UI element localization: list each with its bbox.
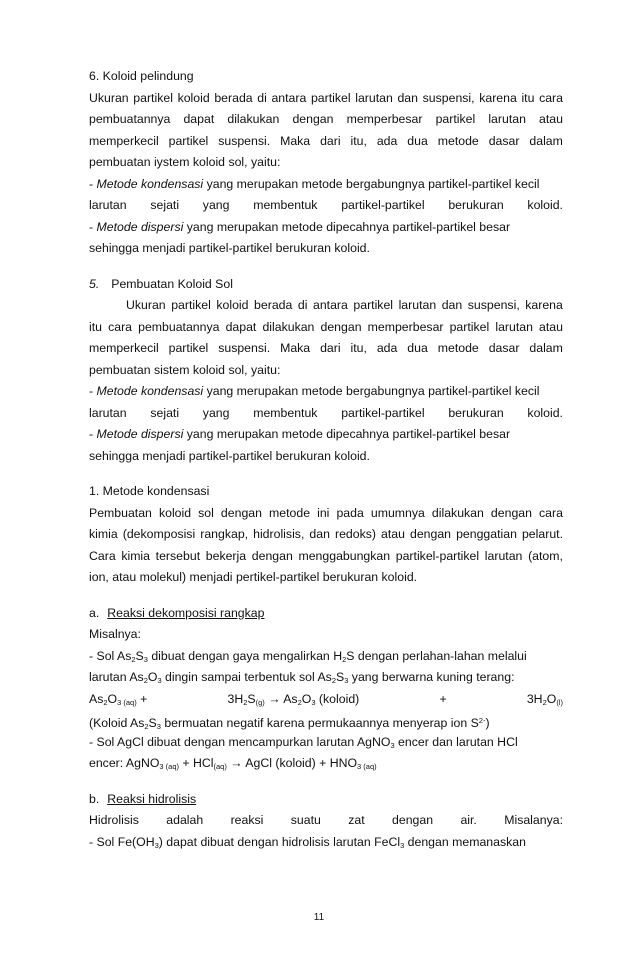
word: berukuran — [448, 405, 504, 420]
word: metode — [437, 341, 479, 355]
word: partikel — [310, 90, 351, 105]
word: antara — [312, 298, 348, 312]
word: Maka — [280, 341, 311, 355]
word: partikel — [133, 90, 173, 105]
paragraph-line — [89, 503, 563, 525]
paragraph-line: pembuatan sistem koloid sol, yaitu: — [89, 362, 281, 377]
word: air. — [460, 813, 477, 827]
word: berada — [254, 298, 293, 312]
word: larutan — [355, 90, 393, 105]
word: dapat — [183, 112, 215, 126]
word: koloid. — [527, 198, 563, 212]
word: zat — [348, 813, 365, 827]
word: Ukuran — [126, 298, 166, 312]
word: dengan — [320, 319, 362, 334]
section-heading: 5. Pembuatan Koloid Sol — [89, 276, 233, 291]
bullet-kondensasi: - Metode kondensasi yang merupakan metode bergabungnya partikel-partikel kecil — [89, 384, 540, 398]
word: ada — [376, 341, 398, 355]
word: koloid — [158, 505, 192, 520]
paragraph-line: - Sol $As_2S_3$ dibuat dengan gaya mengalirkan $H_2S$ dengan perlahan-lahan melalui — [89, 648, 527, 664]
word: kimia — [121, 548, 151, 563]
word: partikel — [449, 319, 490, 334]
word: memperkecil — [89, 133, 159, 148]
word: Cara — [89, 548, 116, 563]
word: dengan — [292, 112, 334, 126]
subsection-heading: a. Reaksi dekomposisi rangkap — [89, 605, 265, 620]
word: pembuatannya — [89, 112, 171, 126]
word: Ukuran — [89, 90, 129, 105]
subsection-heading: b. Reaksi hidrolisis — [89, 791, 197, 806]
word: larutan — [495, 319, 533, 334]
word: partikel-partikel — [395, 548, 480, 563]
word: yang — [202, 198, 230, 212]
paragraph-line — [89, 810, 563, 832]
word: dilakukan — [431, 505, 484, 520]
word: memperbesar — [346, 112, 423, 126]
word: dengan — [220, 505, 262, 520]
word: dua — [407, 341, 428, 355]
bullet-continuation: sehingga menjadi partikel-partikel berukuran koloid. — [89, 448, 370, 463]
word: suspensi. — [218, 341, 271, 355]
word: partikel — [171, 298, 211, 312]
word: antara — [271, 90, 307, 105]
word: pembuatannya — [138, 319, 220, 334]
word: partikel-partikel — [341, 405, 425, 420]
word: koloid — [177, 90, 210, 105]
word: (atom, — [528, 548, 563, 563]
word: penggatian — [456, 527, 517, 541]
paragraph-line: (Koloid $As_2S_3$ bermuatan negatif karena permukaannya menyerap ion $S^{2-}$) — [89, 716, 490, 731]
bullet-dispersi: - Metode dispersi yang merupakan metode dipecahnya partikel-partikel besar — [89, 219, 511, 234]
word: larutan — [488, 112, 526, 126]
paragraph-line — [89, 131, 563, 153]
word: dilakukan — [227, 112, 280, 126]
paragraph-line: larutan $As_2O_3$ dingin sampai terbentuk sol $As_2S_3$ yang berwarna kuning terang: — [89, 670, 515, 685]
word: dalam — [529, 341, 563, 355]
word: dari — [320, 341, 341, 355]
bullet-continuation: sehingga menjadi partikel-partikel berukuran koloid. — [89, 241, 370, 255]
word: menggabungkan — [298, 548, 391, 563]
word: larutan — [484, 548, 523, 563]
word: partikel — [435, 112, 476, 126]
word: hidrolisis, — [253, 527, 305, 541]
word: Misalanya: — [504, 813, 563, 827]
word: membentuk — [253, 405, 318, 420]
word: memperbesar — [367, 319, 444, 334]
word: partikel — [168, 341, 209, 355]
word: atau — [539, 112, 563, 126]
word: karena — [525, 298, 563, 312]
word: ini — [317, 505, 330, 520]
word: dengan — [251, 548, 293, 563]
word: partikel — [168, 133, 209, 148]
paragraph-line: Misalnya: — [89, 627, 141, 641]
word: dapat — [225, 319, 257, 334]
word: memperkecil — [89, 341, 159, 355]
word: dan — [441, 298, 463, 312]
word: bekerja — [205, 548, 247, 563]
word: dasar — [488, 341, 520, 355]
word: sejati — [150, 405, 180, 420]
word: kimia — [89, 527, 118, 541]
section-heading: 6. Koloid pelindung — [89, 69, 194, 83]
paragraph-line — [89, 338, 563, 360]
word: dengan — [490, 505, 532, 520]
chemical-equation: encer: AgNO$_3$ $_{(aq)}$ + HCl$_{(aq)}$ → AgCl (koloid) + $HNO_3$ $_{(aq)}$ — [89, 756, 377, 771]
word: karena — [479, 90, 517, 105]
word: partikel-partikel — [341, 198, 425, 212]
word: cara — [539, 505, 563, 520]
word: redoks) — [334, 527, 376, 541]
word: di — [257, 90, 267, 105]
word: ada — [376, 133, 398, 148]
word: dan — [309, 527, 330, 541]
paragraph-line: - Sol $Fe(OH_3)$ dapat dibuat dengan hidrolisis larutan FeCl$_3$ dengan memanaskan — [89, 834, 526, 850]
word: dengan — [392, 813, 434, 827]
word: membentuk — [253, 198, 318, 212]
bullet-continuation — [89, 403, 563, 425]
word: atau — [539, 319, 563, 334]
word: itu, — [350, 133, 367, 148]
paragraph-line — [89, 546, 563, 568]
word: suspensi, — [467, 298, 520, 312]
word: cara — [108, 319, 133, 334]
bullet-continuation — [89, 195, 563, 217]
paragraph-line: ion, atau molekul) menjadi pertikel-partikel berukuran koloid. — [89, 570, 418, 584]
word: dari — [320, 133, 341, 148]
word: larutan — [89, 405, 127, 420]
paragraph-line — [89, 295, 563, 317]
paragraph-line: - Sol AgCl dibuat dengan mencampurkan larutan AgNO$_3$ encer dan larutan HCl — [89, 734, 518, 750]
word: pada — [336, 505, 364, 520]
document-page — [89, 66, 563, 853]
word: dalam — [529, 133, 563, 148]
word: (dekomposisi — [122, 527, 196, 541]
word: berada — [214, 90, 253, 105]
word: larutan — [398, 298, 437, 312]
section-heading: 1. Metode kondensasi — [89, 484, 210, 498]
paragraph-line — [89, 317, 563, 339]
word: Hidrolisis — [89, 813, 139, 827]
word: suspensi, — [422, 90, 475, 105]
word: reaksi — [230, 813, 264, 827]
word: partikel — [353, 298, 394, 312]
word: metode — [437, 133, 479, 148]
word: Pembuatan — [89, 505, 152, 520]
word: di — [297, 298, 308, 312]
word: larutan — [89, 198, 127, 212]
word: cara — [539, 90, 563, 105]
paragraph-line — [89, 109, 563, 131]
word: itu, — [350, 341, 367, 355]
word: dasar — [488, 133, 520, 148]
word: pelarut. — [521, 527, 563, 541]
word: dilakukan — [262, 319, 315, 334]
chemical-equation: $As_2O_3$ $_{(aq)}$ + $3H_2S_{(g)} \to As_2O_3$ (koloid) + $3H_2O_{(l)}$ — [89, 691, 563, 707]
word: dengan — [409, 527, 452, 541]
page-number: 11 — [313, 912, 325, 923]
word: atau — [381, 527, 405, 541]
word: Maka — [280, 133, 311, 148]
word: umumnya — [370, 505, 425, 520]
word: rangkap, — [200, 527, 249, 541]
word: adalah — [166, 813, 204, 827]
word: yang — [202, 405, 230, 420]
word: dua — [407, 133, 428, 148]
word: berukuran — [448, 198, 504, 212]
word: suspensi. — [218, 133, 271, 148]
paragraph-line — [89, 88, 563, 110]
word: koloid — [216, 298, 249, 312]
word: suatu — [290, 813, 321, 827]
word: dan — [397, 90, 418, 105]
word: itu — [521, 90, 535, 105]
word: sol — [198, 505, 214, 520]
word: koloid. — [527, 405, 563, 420]
bullet-kondensasi: - Metode kondensasi yang merupakan metode bergabungnya partikel-partikel kecil — [89, 176, 540, 191]
word: itu — [89, 319, 102, 334]
word: sejati — [150, 198, 180, 212]
bullet-dispersi: - Metode dispersi yang merupakan metode dipecahnya partikel-partikel besar — [89, 427, 511, 441]
word: metode — [269, 505, 311, 520]
word: tersebut — [155, 548, 201, 563]
paragraph-line — [89, 524, 563, 546]
paragraph-line: pembuatan iystem koloid sol, yaitu: — [89, 155, 281, 169]
